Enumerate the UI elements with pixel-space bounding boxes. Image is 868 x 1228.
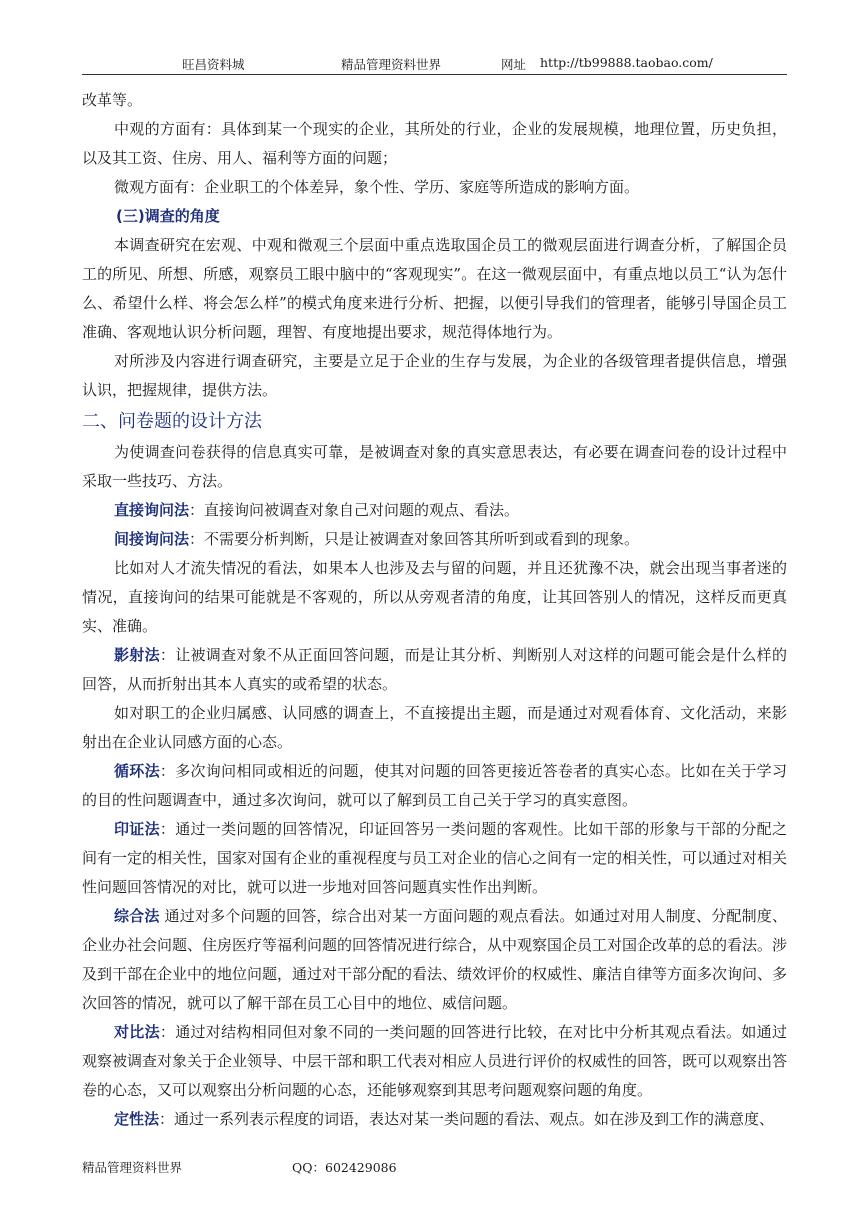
method-label: 影射法 [114, 646, 160, 664]
document-body [82, 86, 787, 1134]
method-direct [82, 496, 787, 525]
method-text: 通过对多个问题的回答，综合出对某一方面问题的观点看法。如通过对用人制度、分配制度、企业办社会问题、住房医疗等福利问题的回答情况进行综合，从中观察国企员工对国企改革的总的看法。涉及到干部在企业中的地位问题，通过对干部分配的看法、绩效评价的权威性、廉洁自律等方面多次询问、多次回答的情况，就可以了解干部在员工心目中的地位、威信问题。 [82, 907, 788, 1012]
method-label: 综合法 [114, 907, 160, 925]
paragraph: 中观的方面有：具体到某一个现实的企业，其所处的行业，企业的发展规模，地理位置，历史负担，以及其工资、住房、用人、福利等方面的问题； [82, 120, 787, 167]
method-compare [82, 1018, 787, 1105]
footer-qq: QQ：602429086 [292, 1160, 397, 1175]
header-store: 旺昌资料城 [182, 57, 245, 72]
method-indirect [82, 525, 787, 554]
method-projection [82, 641, 787, 699]
method-text: ：通过一系列表示程度的词语，表达对某一类问题的看法、观点。如在涉及到工作的满意度、 [159, 1110, 775, 1128]
header-brand: 精品管理资料世界 [341, 57, 442, 72]
method-verify [82, 815, 787, 902]
method-label: 循环法 [114, 762, 160, 780]
method-cycle [82, 757, 787, 815]
method-qualitative [82, 1105, 787, 1134]
paragraph: 对所涉及内容进行调查研究，主要是立足于企业的生存与发展，为企业的各级管理者提供信息，增强认识，把握规律，提供方法。 [82, 352, 787, 399]
paragraph: 如对职工的企业归属感、认同感的调查上，不直接提出主题，而是通过对观看体育、文化活动，来影射出在企业认同感方面的心态。 [82, 704, 787, 751]
paragraph: 为使调查问卷获得的信息真实可靠，是被调查对象的真实意思表达，有必要在调查问卷的设计过程中采取一些技巧、方法。 [82, 443, 787, 490]
method-text: ：多次询问相同或相近的问题，使其对问题的回答更接近答卷者的真实心态。比如在关于学习的目的性问题调查中，通过多次询问，就可以了解到员工自己关于学习的真实意图。 [82, 762, 787, 809]
section-heading-design: 二、问卷题的设计方法 [82, 411, 262, 432]
method-text: ：直接询问被调查对象自己对问题的观点、看法。 [189, 501, 520, 519]
method-label: 定性法 [114, 1110, 160, 1128]
method-label: 对比法 [114, 1023, 160, 1041]
method-text: ：不需要分析判断，只是让被调查对象回答其所听到或看到的现象。 [189, 530, 640, 548]
method-label: 间接询问法 [114, 530, 190, 548]
section-heading-angle: (三)调查的角度 [116, 207, 220, 225]
method-text: ：让被调查对象不从正面回答问题，而是让其分析、判断别人对这样的问题可能会是什么样的回答，从而折射出其本人真实的或希望的状态。 [82, 646, 787, 693]
method-label: 印证法 [114, 820, 160, 838]
paragraph: 微观方面有：企业职工的个体差异，象个性、学历、家庭等所造成的影响方面。 [114, 178, 640, 196]
paragraph: 本调查研究在宏观、中观和微观三个层面中重点选取国企员工的微观层面进行调查分析，了解国企员工的所见、所想、所感，观察员工眼中脑中的“客观现实”。在这一微观层面中，有重点地以员工“认为怎什么、希望什么样、将会怎么样”的模式角度来进行分析、把握，以便引导我们的管理者，能够引导国企员工准确、客观地认识分析问题，理智、有度地提出要求，规范得体地行为。 [82, 236, 787, 341]
paragraph: 比如对人才流失情况的看法，如果本人也涉及去与留的问题，并且还犹豫不决，就会出现当事者迷的情况，直接询问的结果可能就是不客观的，所以从旁观者清的角度，让其回答别人的情况，这样反而更真实、准确。 [82, 559, 787, 635]
method-synthesis [82, 902, 787, 1018]
method-label: 直接询问法 [114, 501, 190, 519]
method-text: ：通过对结构相同但对象不同的一类问题的回答进行比较，在对比中分析其观点看法。如通过观察被调查对象关于企业领导、中层干部和职工代表对相应人员进行评价的权威性的回答，既可以观察出答卷的心态，又可以观察出分析问题的心态，还能够观察到其思考问题观察问题的角度。 [82, 1023, 788, 1099]
header-url[interactable]: http://tb99888.taobao.com/ [540, 55, 713, 70]
page-header [82, 52, 787, 75]
method-text: ：通过一类问题的回答情况，印证回答另一类问题的客观性。比如干部的形象与干部的分配之间有一定的相关性，国家对国有企业的重视程度与员工对企业的信心之间有一定的相关性，可以通过对相关性问题回答情况的对比，就可以进一步地对回答问题真实性作出判断。 [82, 820, 788, 896]
header-url-label: 网址 [501, 57, 527, 72]
footer-brand: 精品管理资料世界 [82, 1160, 183, 1175]
paragraph: 改革等。 [82, 91, 143, 109]
